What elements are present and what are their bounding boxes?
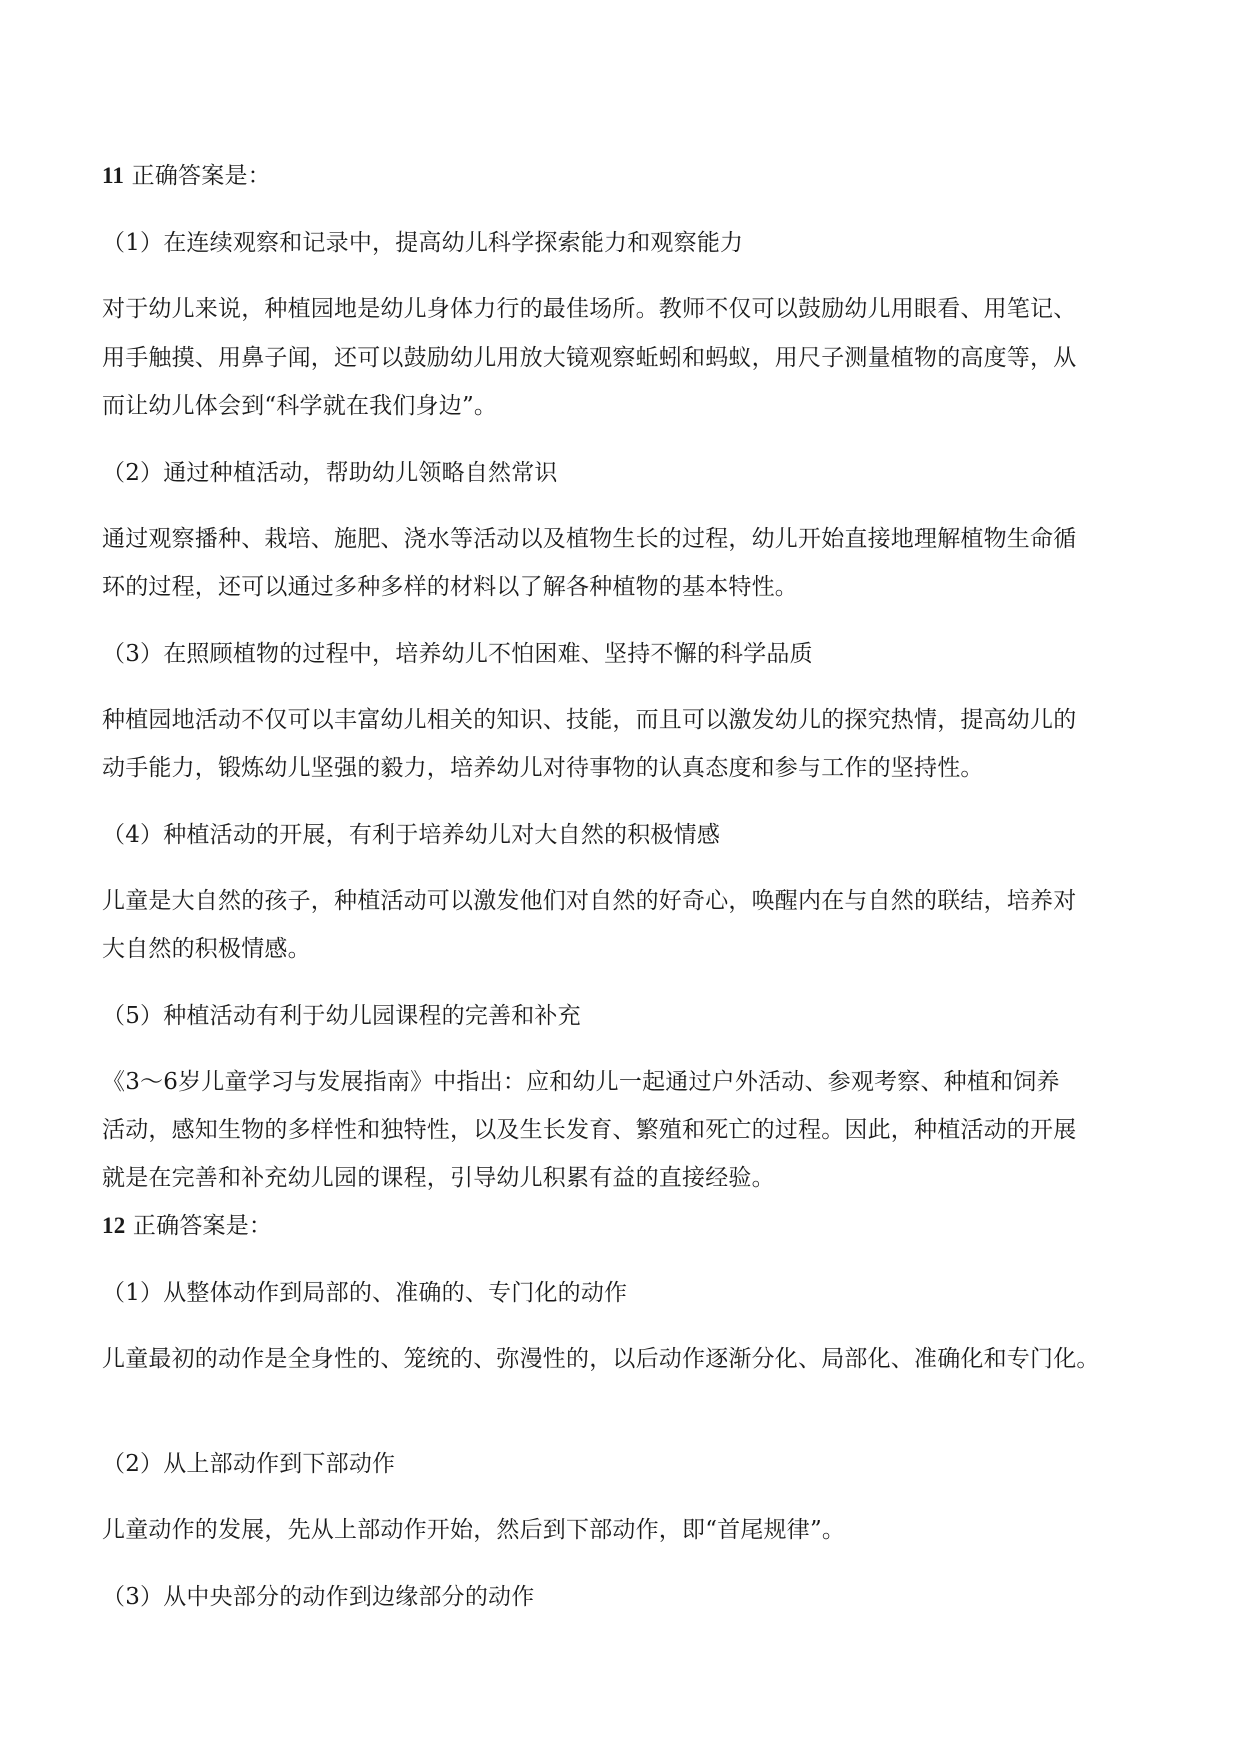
q11-item-1-line-3: 而让幼儿体会到“科学就在我们身边”。	[102, 393, 498, 419]
q12-heading	[102, 1211, 1172, 1241]
q11-item-4-title: （4）种植活动的开展，有利于培养幼儿对大自然的积极情感	[102, 822, 721, 848]
q11-item-4-line-2: 大自然的积极情感。	[102, 936, 311, 962]
q11-item-5-line-2: 活动，感知生物的多样性和独特性，以及生长发育、繁殖和死亡的过程。因此，种植活动的开展	[102, 1117, 1077, 1143]
q11-item-5-title: （5）种植活动有利于幼儿园课程的完善和补充	[102, 1003, 581, 1029]
q11-item-2-title: （2）通过种植活动，帮助幼儿领略自然常识	[102, 460, 558, 486]
q11-item-3-line-2: 动手能力，锻炼幼儿坚强的毅力，培养幼儿对待事物的认真态度和参与工作的坚持性。	[102, 755, 984, 781]
q11-item-3-line-1: 种植园地活动不仅可以丰富幼儿相关的知识、技能，而且可以激发幼儿的探究热情，提高幼儿的	[102, 707, 1077, 733]
q12-number: 12	[102, 1213, 126, 1238]
q11-item-5-line-1: 《3～6岁儿童学习与发展指南》中指出：应和幼儿一起通过户外活动、参观考察、种植和饲养	[102, 1069, 1060, 1095]
q11-heading-text: 正确答案是：	[131, 163, 271, 189]
q11-item-3-title: （3）在照顾植物的过程中，培养幼儿不怕困难、坚持不懈的科学品质	[102, 641, 813, 667]
q11-heading	[102, 161, 1172, 191]
q11-item-5-line-3: 就是在完善和补充幼儿园的课程，引导幼儿积累有益的直接经验。	[102, 1165, 775, 1191]
q12-heading-text: 正确答案是：	[132, 1213, 273, 1239]
q12-item-2-title: （2）从上部动作到下部动作	[102, 1451, 396, 1477]
q11-item-1-line-1: 对于幼儿来说，种植园地是幼儿身体力行的最佳场所。教师不仅可以鼓励幼儿用眼看、用笔记、	[102, 296, 1077, 322]
q12-item-1-line-1: 儿童最初的动作是全身性的、笼统的、弥漫性的，以后动作逐渐分化、局部化、准确化和专门化。	[102, 1346, 1100, 1372]
q12-item-3-title: （3）从中央部分的动作到边缘部分的动作	[102, 1584, 535, 1610]
q12-item-1-title: （1）从整体动作到局部的、准确的、专门化的动作	[102, 1280, 628, 1306]
q12-item-2-line-1: 儿童动作的发展，先从上部动作开始，然后到下部动作，即“首尾规律”。	[102, 1517, 846, 1543]
q11-item-2-line-1: 通过观察播种、栽培、施肥、浇水等活动以及植物生长的过程，幼儿开始直接地理解植物生命循	[102, 526, 1077, 552]
q11-item-4-line-1: 儿童是大自然的孩子，种植活动可以激发他们对自然的好奇心，唤醒内在与自然的联结，培养对	[102, 888, 1077, 914]
q11-number: 11	[102, 163, 125, 188]
q11-item-1-title: （1）在连续观察和记录中，提高幼儿科学探索能力和观察能力	[102, 230, 744, 256]
q11-item-1-line-2: 用手触摸、用鼻子闻，还可以鼓励幼儿用放大镜观察蚯蚓和蚂蚁，用尺子测量植物的高度等，从	[102, 345, 1077, 371]
q11-item-2-line-2: 环的过程，还可以通过多种多样的材料以了解各种植物的基本特性。	[102, 574, 798, 600]
